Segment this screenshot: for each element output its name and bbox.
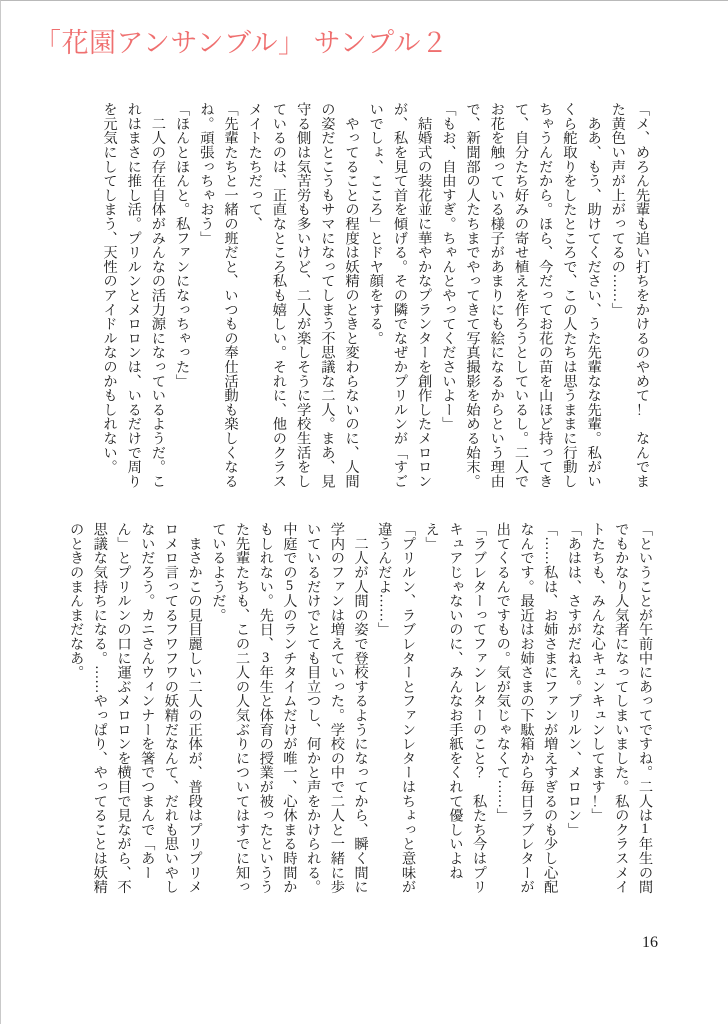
paragraph: まさかこの見目麗しい二人の正体が、普段はプリプリメロメロ言ってるフワフワの妖精だなんて、だれも思いやしないだろう。カニさんウィンナーを箸でつまんで「あーん」とプリルンの口に運ぶメロロンを横目で見ながら、不思議な気持ちになる。……やっぱり、やってることは妖精のときのまんまだなあ。 xyxy=(68,522,203,894)
paragraph: 「ほんとほんと。私ファンになっちゃった」 xyxy=(174,102,191,388)
page-title: 「花園アンサンブル」 サンプル２ xyxy=(34,28,449,58)
paragraph: やってることの程度は妖精のときと変わらないのに、人間の姿だとこうもサマになってしまう不思議な二人。まあ、見守る側は気苦労も多いけど、二人が楽しそうに学校生活をしているのは、正直なところ私も嬉しい。それに、他のクラスメイトたちだって、 xyxy=(246,102,360,489)
paragraph: 「ということが午前中にあってですね。二人は1年生の間でもかなり人気者になってしまいました。私のクラスメイトたちも、みんな心キュンキュンしてます！」 xyxy=(589,522,653,894)
paragraph: 「ラブレターってファンレターのこと？ 私たち今はプリキュアじゃないのに、みんなお手紙をくれて優しいよねえ」 xyxy=(423,522,488,894)
paragraph: 「先輩たちと一緒の班だと、いつもの奉仕活動も楽しくなるね。頑張っちゃおう」 xyxy=(198,102,239,489)
paragraph: 「メ、めろん先輩も追い打ちをかけるのやめて！ なんでまた黄色い声が上がってるの……」 xyxy=(609,102,650,489)
paragraph: 「……私は、お姉さまにファンが増えすぎるのも少し心配なんです。最近はお姉さまの下駄箱から毎日ラブレターが出てくるんですもの。気が気じゃなくて……」 xyxy=(494,522,559,894)
paragraph: 「プリルン、ラブレターとファンレターはちょっと意味が違うんだよ……」 xyxy=(376,522,416,894)
paragraph: 二人が人間の姿で登校するようになってから、瞬く間に学内のファンは増えていった。学校の中で二人と一緒に歩いているだけでとても目立つし、何かと声をかけられる。中庭での5人のランチタイムだけが唯一、心休まる時間かもしれない。先日、3年生と体育の授業が被ったといううた先輩たちも、この二人の人気ぶりについてはすでに知っているようだ。 xyxy=(210,522,369,894)
text-block-top xyxy=(97,102,654,492)
text-block-bottom xyxy=(63,522,656,906)
paragraph: ああ、もう、助けてください、うた先輩なな先輩。私がいくら舵取りをしたところで、この人たちは思うままに行動しちゃうんだから。ほら、今だってお花の苗を山ほど持ってきて、自分たち好みの寄せ植えを作ろうとしているし。二人でお花を触っている様子があまりにも絵になるからという理由で、新聞部の人たちまでやってきて写真撮影を始める始末。 xyxy=(464,102,602,489)
paragraph: 結婚式の装花並に華やかなプランターを創作したメロロンが、私を見て首を傾げる。その隣でなぜかプリルンが「すごいでしょ、こころ」とドヤ顔をする。 xyxy=(367,102,433,489)
page-number: 16 xyxy=(642,934,658,951)
paragraph: 「あはは、さすがだねえ。プリルン、メロロン」 xyxy=(565,522,582,837)
paragraph: 二人の存在自体がみんなの活力源になっているようだ。これはまさに推し活。プリルンとメロロンは、いるだけで周りを元気にしてしまう、天性のアイドルなのかもしれない。 xyxy=(101,102,166,489)
paragraph: 「もお、自由すぎ。ちゃんとやってくださいよー」 xyxy=(440,102,457,431)
